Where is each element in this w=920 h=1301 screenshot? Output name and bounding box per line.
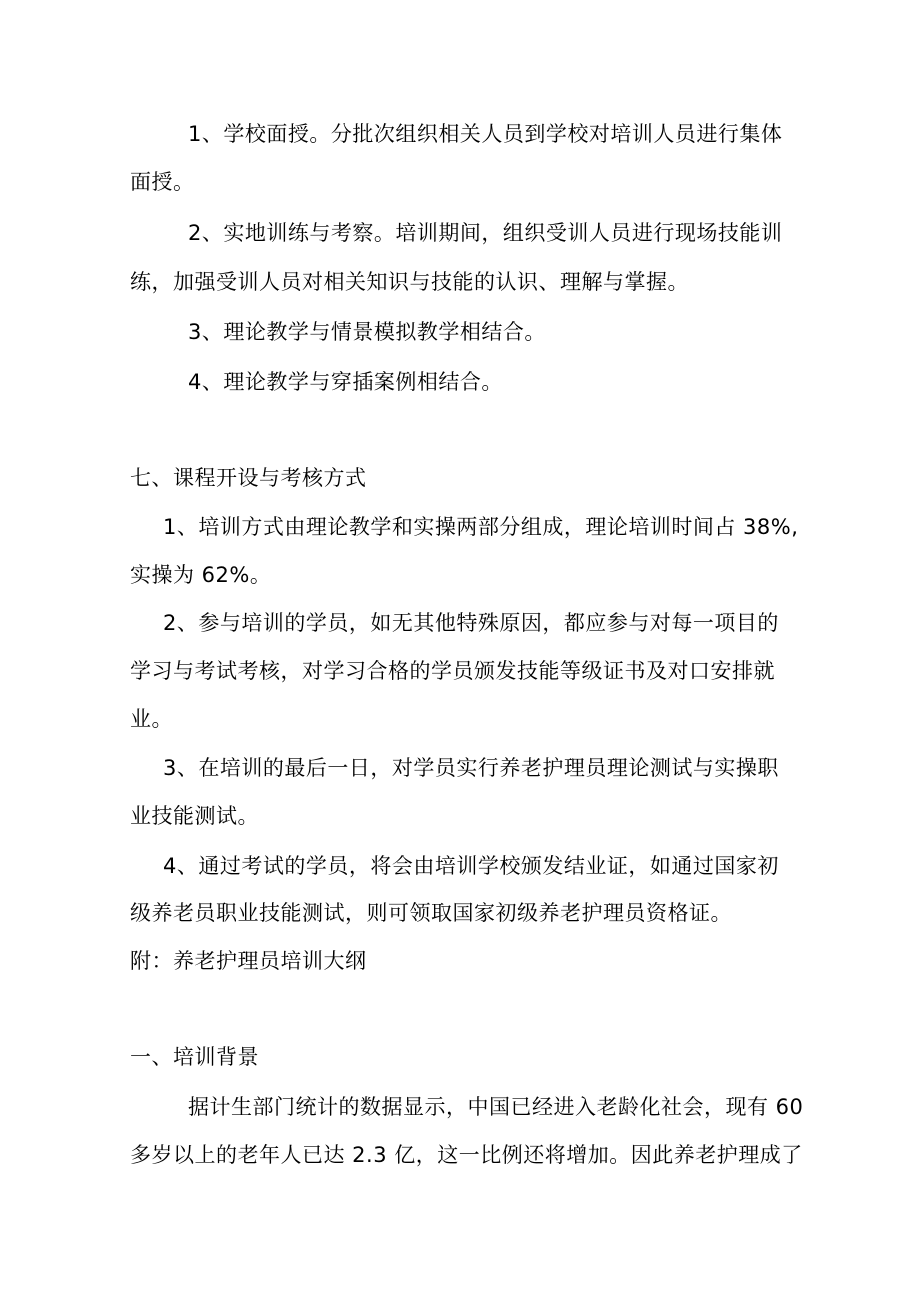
method-item-1-line-1: 1、学校面授。分批次组织相关人员到学校对培训人员进行集体: [188, 122, 783, 146]
course-item-3-line-1: 3、在培训的最后一日，对学员实行养老护理员理论测试与实操职: [163, 756, 779, 780]
section-1-heading: 一、培训背景: [130, 1045, 259, 1069]
background-paragraph-line-2: 多岁以上的老年人已达 2.3 亿，这一比例还将增加。因此养老护理成了: [130, 1143, 803, 1167]
course-item-1-line-1: 1、培训方式由理论教学和实操两部分组成，理论培训时间占 38%,: [163, 515, 799, 539]
method-item-4: 4、理论教学与穿插案例相结合。: [188, 370, 503, 394]
method-item-2-line-2: 练，加强受训人员对相关知识与技能的认识、理解与掌握。: [130, 270, 689, 294]
course-item-2-line-1: 2、参与培训的学员，如无其他特殊原因，都应参与对每一项目的: [163, 611, 779, 635]
course-item-1-line-2: 实操为 62%。: [130, 563, 272, 587]
method-item-2-line-1: 2、实地训练与考察。培训期间，组织受训人员进行现场技能训: [188, 221, 783, 245]
appendix-title: 附：养老护理员培训大纲: [130, 949, 367, 973]
method-item-3: 3、理论教学与情景模拟教学相结合。: [188, 320, 546, 344]
course-item-3-line-2: 业技能测试。: [130, 804, 259, 828]
method-item-1-line-2: 面授。: [130, 170, 195, 194]
course-item-4-line-1: 4、通过考试的学员，将会由培训学校颁发结业证，如通过国家初: [163, 854, 779, 878]
section-7-heading: 七、课程开设与考核方式: [130, 466, 367, 490]
background-paragraph-line-1: 据计生部门统计的数据显示，中国已经进入老龄化社会，现有 60: [188, 1095, 804, 1119]
course-item-4-line-2: 级养老员职业技能测试，则可领取国家初级养老护理员资格证。: [130, 901, 732, 925]
course-item-2-line-3: 业。: [130, 707, 173, 731]
course-item-2-line-2: 学习与考试考核，对学习合格的学员颁发技能等级证书及对口安排就: [130, 659, 775, 683]
